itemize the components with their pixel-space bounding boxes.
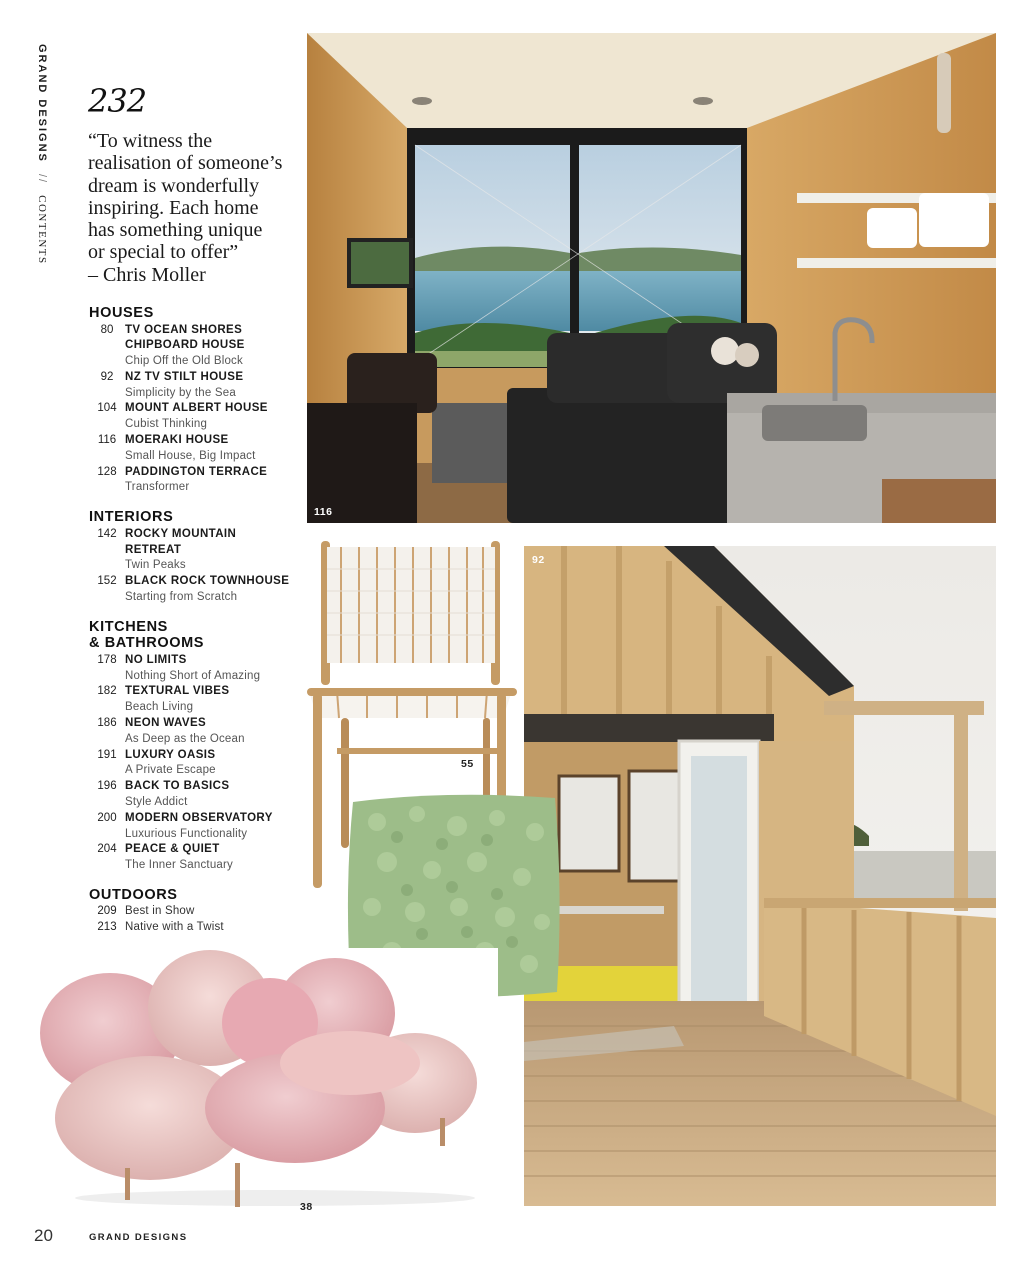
interior-illustration <box>307 33 996 523</box>
entry-page: 196 <box>97 780 117 793</box>
entry-page: 186 <box>97 716 117 729</box>
entry-subtitle: As Deep as the Ocean <box>125 732 245 745</box>
entry-page: 213 <box>97 921 117 934</box>
toc-entry[interactable] <box>89 370 299 402</box>
entry-subtitle: Twin Peaks <box>125 559 186 572</box>
section-heading: & BATHROOMS <box>89 635 205 652</box>
pull-quote <box>88 130 298 286</box>
toc-entry[interactable] <box>89 842 299 874</box>
entry-title: MODERN OBSERVATORY <box>125 811 273 824</box>
entry-page: 80 <box>100 323 114 336</box>
entry-title: CHIPBOARD HOUSE <box>125 339 245 352</box>
photo-page-number: 116 <box>314 506 333 518</box>
section-houses <box>89 306 299 496</box>
section-heading: INTERIORS <box>89 509 174 526</box>
section-interiors <box>89 510 299 605</box>
entry-title: LUXURY OASIS <box>125 748 216 761</box>
entry-title: ROCKY MOUNTAIN <box>125 527 237 540</box>
entry-page: 128 <box>97 465 117 478</box>
toc-entry[interactable] <box>89 716 299 748</box>
quote-line: inspiring. Each home <box>88 196 259 219</box>
magazine-name: GRAND DESIGNS <box>36 44 48 163</box>
entry-title: MOERAKI HOUSE <box>125 434 229 447</box>
entry-title: PADDINGTON TERRACE <box>125 465 268 478</box>
entry-page: 191 <box>97 748 117 761</box>
entry-page: 116 <box>97 434 117 447</box>
entry-title: TEXTURAL VIBES <box>125 685 230 698</box>
quote-line: has something unique <box>88 219 263 242</box>
entry-title: NEON WAVES <box>125 716 207 729</box>
photo-moeraki-interior[interactable] <box>307 33 996 523</box>
entry-page: 152 <box>97 575 117 588</box>
entry-subtitle: Beach Living <box>125 701 194 714</box>
toc-entry[interactable] <box>89 323 299 370</box>
toc-entry[interactable] <box>89 527 299 574</box>
photo-page-number: 55 <box>461 758 474 770</box>
entry-title: BACK TO BASICS <box>125 780 230 793</box>
toc-entry[interactable] <box>89 684 299 716</box>
photo-pink-sofa[interactable] <box>30 948 498 1210</box>
toc-entry[interactable] <box>89 779 299 811</box>
entry-title: PEACE & QUIET <box>125 843 220 856</box>
toc-entry[interactable] <box>89 433 299 465</box>
vertical-magazine-title <box>36 44 48 265</box>
page-number: 20 <box>34 1226 53 1245</box>
title-separator: // <box>36 173 48 185</box>
section-heading: OUTDOORS <box>89 886 178 903</box>
photo-page-number: 38 <box>300 1201 313 1213</box>
entry-title: MOUNT ALBERT HOUSE <box>125 402 268 415</box>
entry-subtitle: Simplicity by the Sea <box>125 386 236 399</box>
toc-entry[interactable] <box>89 748 299 780</box>
issue-number: 232 <box>88 82 147 120</box>
entry-subtitle: Starting from Scratch <box>125 590 238 603</box>
section-name: CONTENTS <box>36 195 48 265</box>
entry-subtitle: Chip Off the Old Block <box>125 355 243 368</box>
quote-line: “To witness the <box>88 130 213 152</box>
entry-page: 142 <box>97 527 117 540</box>
toc-entry[interactable] <box>89 465 299 497</box>
entry-subtitle: Small House, Big Impact <box>125 449 256 462</box>
photo-page-number: 92 <box>532 554 545 566</box>
entry-page: 209 <box>97 905 117 918</box>
entry-subtitle: Best in Show <box>125 905 195 918</box>
toc-entry[interactable] <box>89 653 299 685</box>
entry-subtitle: Nothing Short of Amazing <box>125 669 261 682</box>
quote-attribution: – Chris Moller <box>88 263 206 286</box>
entry-page: 178 <box>97 653 117 666</box>
entry-page: 204 <box>97 843 117 856</box>
entry-title: RETREAT <box>125 543 182 556</box>
entry-page: 92 <box>100 370 114 383</box>
toc-entry[interactable] <box>89 904 299 920</box>
quote-line: or special to offer” <box>88 241 239 264</box>
entry-subtitle: A Private Escape <box>125 764 216 777</box>
beach-house-illustration <box>524 546 996 1206</box>
section-kitchens-bathrooms <box>89 620 299 874</box>
toc-entry[interactable] <box>89 811 299 843</box>
entry-subtitle: The Inner Sanctuary <box>125 859 233 872</box>
toc-entry[interactable] <box>89 920 299 936</box>
table-of-contents <box>89 306 299 950</box>
entry-title: BLACK ROCK TOWNHOUSE <box>125 575 290 588</box>
entry-subtitle: Style Addict <box>125 795 188 808</box>
photo-stilt-house[interactable] <box>524 546 996 1206</box>
toc-entry[interactable] <box>89 401 299 433</box>
quote-line: dream is wonderfully <box>88 174 260 197</box>
sofa-illustration <box>30 948 498 1210</box>
toc-entry[interactable] <box>89 574 299 606</box>
entry-page: 200 <box>97 811 117 824</box>
quote-line: realisation of someone’s <box>88 152 283 175</box>
entry-page: 104 <box>97 402 117 415</box>
section-heading: HOUSES <box>89 305 154 321</box>
entry-title: TV OCEAN SHORES <box>125 323 243 336</box>
section-outdoors <box>89 888 299 936</box>
entry-title: NO LIMITS <box>125 653 187 666</box>
entry-title: NZ TV STILT HOUSE <box>125 370 244 383</box>
entry-subtitle: Transformer <box>125 481 190 494</box>
entry-subtitle: Native with a Twist <box>125 921 224 934</box>
entry-page: 182 <box>97 685 117 698</box>
entry-subtitle: Luxurious Functionality <box>125 827 248 840</box>
entry-subtitle: Cubist Thinking <box>125 418 208 431</box>
footer-magazine-name: GRAND DESIGNS <box>89 1232 188 1243</box>
section-heading: KITCHENS <box>89 618 168 635</box>
